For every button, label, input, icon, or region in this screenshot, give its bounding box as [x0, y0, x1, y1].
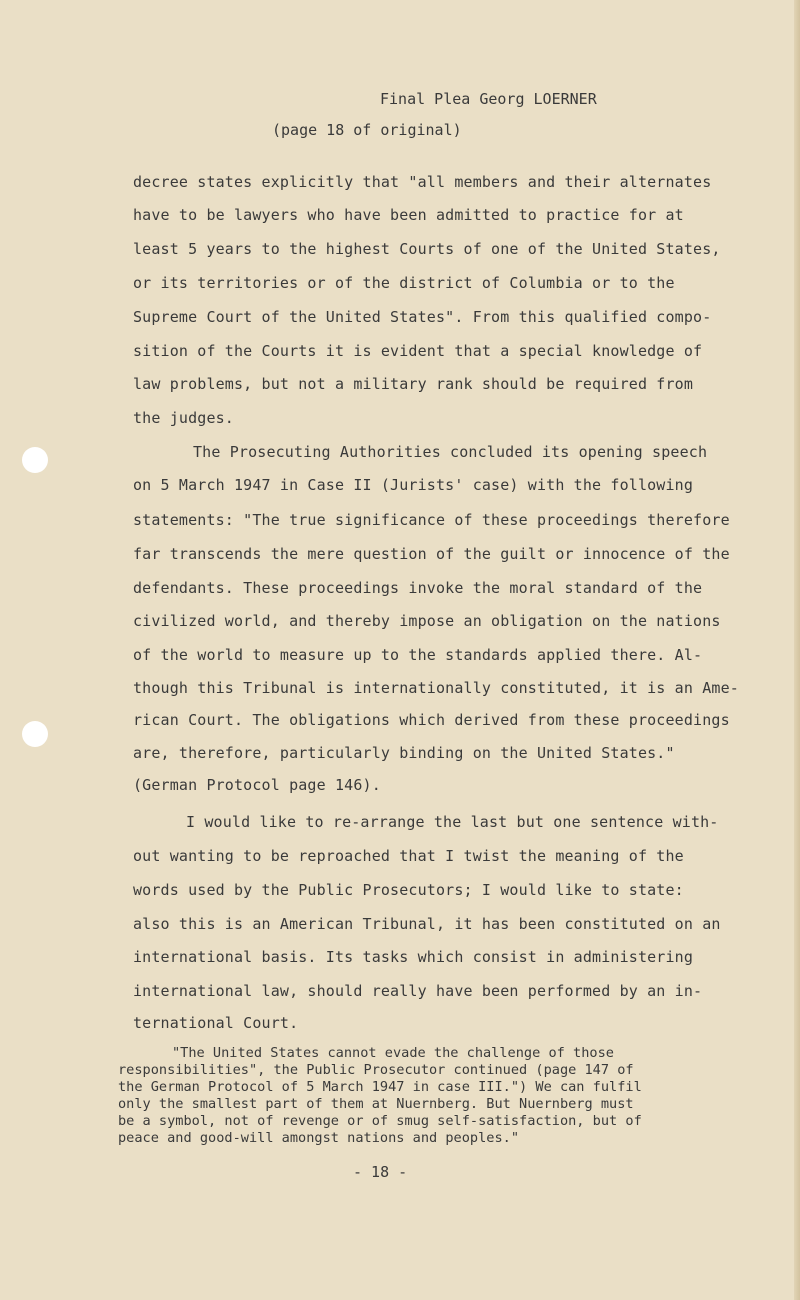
- document-subtitle: (page 18 of original): [272, 121, 462, 139]
- paragraph-2-line-2: on 5 March 1947 in Case II (Jurists' case) with the following: [133, 476, 694, 494]
- paragraph-1-line-2: have to be lawyers who have been admitted to practice for at: [133, 206, 684, 224]
- quote-line-1: "The United States cannot evade the challenge of those: [172, 1045, 614, 1061]
- paragraph-3-line-5: international basis. Its tasks which consist in administering: [133, 948, 694, 966]
- punch-hole-top: [22, 447, 48, 473]
- paragraph-1-line-6: sition of the Courts it is evident that a special knowledge of: [133, 342, 703, 360]
- paragraph-3-line-7: ternational Court.: [133, 1014, 299, 1032]
- paragraph-3-line-3: words used by the Public Prosecutors; I would like to state:: [133, 881, 684, 899]
- paragraph-3-line-6: international law, should really have been performed by an in-: [133, 982, 703, 1000]
- paragraph-3-line-4: also this is an American Tribunal, it has been constituted on an: [133, 915, 721, 933]
- paragraph-2-line-3: statements: "The true significance of these proceedings therefore: [133, 511, 730, 529]
- paragraph-2-line-9: rican Court. The obligations which derived from these proceedings: [133, 711, 730, 729]
- punch-hole-bottom: [22, 721, 48, 747]
- page-number: - 18 -: [353, 1163, 408, 1181]
- quote-line-5: be a symbol, not of revenge or of smug self-satisfaction, but of: [118, 1113, 642, 1129]
- paragraph-2-line-6: civilized world, and thereby impose an obligation on the nations: [133, 612, 721, 630]
- page-edge: [794, 0, 800, 1300]
- paragraph-2-line-8: though this Tribunal is internationally constituted, it is an Ame-: [133, 679, 739, 697]
- document-title: Final Plea Georg LOERNER: [380, 90, 597, 108]
- paragraph-1-line-8: the judges.: [133, 409, 234, 427]
- paragraph-1-line-1: decree states explicitly that "all members and their alternates: [133, 173, 712, 191]
- paragraph-2-line-11: (German Protocol page 146).: [133, 776, 381, 794]
- paragraph-1-line-3: least 5 years to the highest Courts of one of the United States,: [133, 240, 721, 258]
- paragraph-1-line-4: or its territories or of the district of Columbia or to the: [133, 274, 675, 292]
- paragraph-3-line-2: out wanting to be reproached that I twist the meaning of the: [133, 847, 684, 865]
- quote-line-2: responsibilities", the Public Prosecutor continued (page 147 of: [118, 1062, 634, 1078]
- quote-line-6: peace and good-will amongst nations and peoples.": [118, 1130, 520, 1146]
- quote-line-3: the German Protocol of 5 March 1947 in case III.") We can fulfil: [118, 1079, 642, 1095]
- paragraph-3-line-1: I would like to re-arrange the last but one sentence with-: [186, 813, 719, 831]
- paragraph-2-line-10: are, therefore, particularly binding on the United States.": [133, 744, 675, 762]
- paragraph-1-line-5: Supreme Court of the United States". From this qualified compo-: [133, 308, 712, 326]
- paragraph-2-line-5: defendants. These proceedings invoke the moral standard of the: [133, 579, 703, 597]
- paragraph-2-line-1: The Prosecuting Authorities concluded its opening speech: [193, 443, 708, 461]
- paragraph-1-line-7: law problems, but not a military rank should be required from: [133, 375, 694, 393]
- quote-line-4: only the smallest part of them at Nuernberg. But Nuernberg must: [118, 1096, 634, 1112]
- paragraph-2-line-7: of the world to measure up to the standards applied there. Al-: [133, 646, 703, 664]
- paragraph-2-line-4: far transcends the mere question of the guilt or innocence of the: [133, 545, 730, 563]
